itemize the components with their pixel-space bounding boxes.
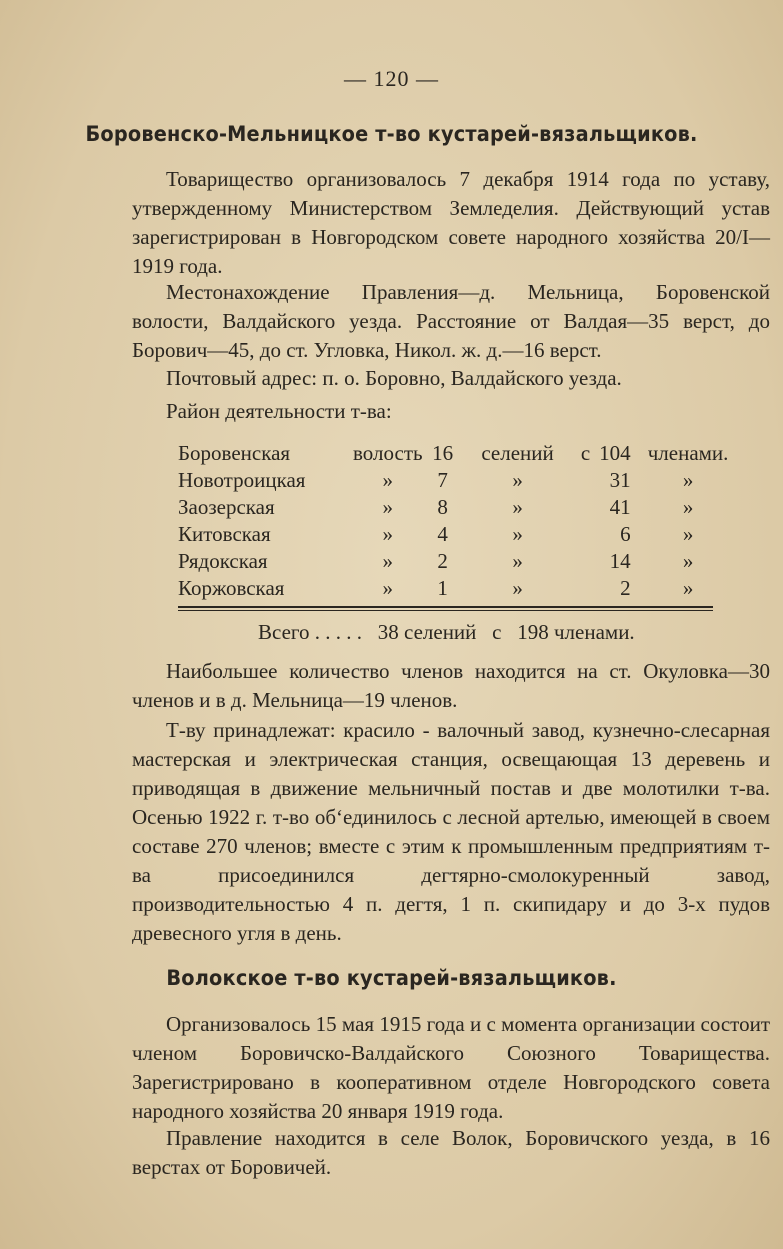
table-row	[178, 575, 746, 602]
section-title-volokskoe: Волокское т-во кустарей-вязальщиков.	[166, 966, 617, 990]
table-row	[178, 548, 746, 575]
volost-name: Китовская	[178, 522, 271, 546]
ditto-mark: »	[382, 576, 394, 600]
volost-name: Заозерская	[178, 495, 275, 519]
ditto-mark: »	[512, 468, 523, 492]
paragraph-volok-founding: Организовалось 15 мая 1915 года и с момента организации состоит членом Боровичско-Валдайского Союзного Товарищества. Зарегистрировано в кооперативном отделе Новгородского совета народного хозяйства 20 января 1919 года.	[132, 1012, 770, 1123]
paragraph-location: Местонахождение Правления—д. Мельница, Боровенской волости, Валдайского уезда. Расстояние от Валдая—35 верст, до Борович—45, до ст. Угловка, Никол. ж. д.—16 верст.	[132, 280, 770, 362]
paragraph-enterprises: Т-ву принадлежат: красило - валочный завод, кузнечно-слесарная мастерская и электрическая станция, освещающая 13 деревень и приводящая в движение мельничный постав и две молотилки т-ва. Осенью 1922 г. т-во об‘единилось с лесной артелью, имеющей в своем составе 270 членов; вместе с этим к промышленным предприятиям т-ва присоединился дегтярно-смолокуренный завод, производительностью 4 п. дегтя, 1 п. скипидару и до 3-х пудов древесного угля в день.	[132, 718, 770, 945]
word-volost: волость	[353, 441, 423, 465]
ditto-mark: »	[382, 468, 394, 492]
page-number: — 120 —	[344, 66, 439, 91]
village-count: 1	[437, 576, 448, 600]
word-villages: селений	[481, 441, 554, 465]
ditto-mark: »	[512, 549, 523, 573]
ditto-mark: »	[382, 495, 394, 519]
paragraph-largest-membership: Наибольшее количество членов находится на ст. Окуловка—30 членов и в д. Мельница—19 членов.	[132, 659, 770, 712]
paragraph-district-heading: Район деятельности т-ва:	[166, 399, 392, 423]
word-with	[573, 494, 599, 521]
ditto-mark: »	[512, 576, 523, 600]
paragraph-founding: Товарищество организовалось 7 декабря 1914 года по уставу, утвержденному Министерством Земледелия. Действующий устав зарегистрирован в Новгородском совете народного хозяйства 20/I—1919 года.	[132, 167, 770, 278]
word-with	[573, 548, 599, 575]
volost-name: Новотроицкая	[178, 468, 306, 492]
word-with	[573, 521, 599, 548]
village-count: 4	[437, 522, 448, 546]
ditto-mark: »	[512, 495, 523, 519]
volost-name: Рядокская	[178, 549, 268, 573]
volost-name: Коржовская	[178, 576, 285, 600]
ditto-mark: »	[382, 522, 394, 546]
word-with	[573, 575, 599, 602]
paragraph-volok-board: Правление находится в селе Волок, Боровичского уезда, в 16 верстах от Боровичей.	[132, 1126, 770, 1179]
ditto-mark: »	[682, 468, 694, 492]
member-count: 31	[609, 468, 631, 492]
member-count: 104	[599, 441, 631, 465]
ditto-mark: »	[682, 522, 694, 546]
table-total-rule	[178, 606, 713, 608]
village-count: 8	[437, 495, 448, 519]
ditto-mark: »	[382, 549, 394, 573]
table-row	[178, 521, 746, 548]
member-count: 14	[609, 549, 631, 573]
section-title-borovensko: Боровенско-Мельницкое т-во кустарей-вязальщиков.	[85, 122, 698, 146]
word-with	[573, 467, 599, 494]
paragraph-postal-address: Почтовый адрес: п. о. Боровно, Валдайского уезда.	[166, 366, 622, 390]
village-count: 2	[437, 549, 448, 573]
member-count: 2	[620, 576, 631, 600]
ditto-mark: »	[682, 576, 694, 600]
table-row	[178, 494, 746, 521]
table-total-rule-thin	[178, 610, 713, 611]
member-count: 41	[609, 495, 631, 519]
ditto-mark: »	[682, 495, 694, 519]
village-count: 16	[432, 441, 454, 465]
table-total: Всего . . . . . 38 селений с 198 членами.	[258, 620, 635, 644]
village-count: 7	[437, 468, 448, 492]
member-count: 6	[620, 522, 631, 546]
table-row	[178, 440, 746, 467]
ditto-mark: »	[512, 522, 523, 546]
volost-name: Боровенская	[178, 441, 291, 465]
district-table	[178, 440, 746, 602]
word-with: с	[580, 441, 591, 465]
table-row	[178, 467, 746, 494]
ditto-mark: »	[682, 549, 694, 573]
word-members: членами.	[647, 441, 729, 465]
